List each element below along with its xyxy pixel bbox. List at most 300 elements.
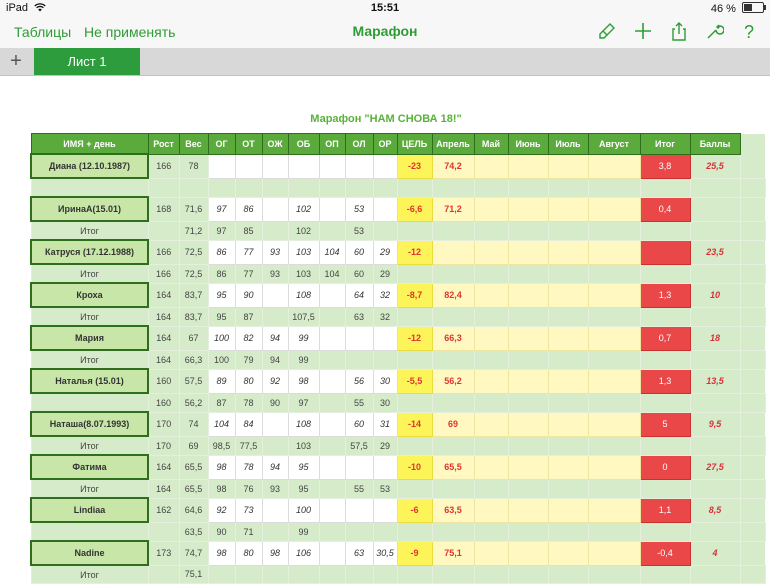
- blank-cell[interactable]: [640, 393, 690, 412]
- name-cell[interactable]: [31, 393, 148, 412]
- blank-cell[interactable]: [548, 565, 588, 584]
- april-cell[interactable]: 74,2: [432, 154, 474, 178]
- goal-cell[interactable]: -14: [397, 412, 432, 436]
- measure-cell-ol[interactable]: [345, 565, 373, 584]
- measure-cell-or[interactable]: [373, 221, 397, 240]
- points-cell[interactable]: 25,5: [690, 154, 740, 178]
- june-cell[interactable]: [508, 412, 548, 436]
- blank-cell[interactable]: [397, 264, 432, 283]
- measure-cell-ol[interactable]: [345, 154, 373, 178]
- measure-cell-ot[interactable]: 86: [235, 197, 262, 221]
- measure-cell-or[interactable]: [373, 498, 397, 522]
- july-cell[interactable]: [548, 240, 588, 264]
- weight-cell[interactable]: 74: [179, 412, 208, 436]
- measure-cell-ot[interactable]: 77: [235, 264, 262, 283]
- blank-cell[interactable]: [740, 264, 765, 283]
- name-cell[interactable]: Наталья (15.01): [31, 369, 148, 393]
- goal-cell[interactable]: -6,6: [397, 197, 432, 221]
- height-cell[interactable]: 173: [148, 541, 179, 565]
- blank-cell[interactable]: [588, 565, 640, 584]
- blank-cell[interactable]: [740, 479, 765, 498]
- blank-cell[interactable]: [432, 479, 474, 498]
- measure-cell-or[interactable]: [373, 326, 397, 350]
- measure-cell-op[interactable]: [319, 455, 345, 479]
- blank-cell[interactable]: [432, 178, 474, 197]
- blank-cell[interactable]: [432, 307, 474, 326]
- goal-cell[interactable]: -9: [397, 541, 432, 565]
- june-cell[interactable]: [508, 541, 548, 565]
- measure-cell-ol[interactable]: 63: [345, 307, 373, 326]
- measure-cell-ot[interactable]: 85: [235, 221, 262, 240]
- goal-cell[interactable]: -5,5: [397, 369, 432, 393]
- wrench-icon[interactable]: [704, 22, 726, 42]
- blank-cell[interactable]: [508, 565, 548, 584]
- measure-cell-ol[interactable]: 55: [345, 479, 373, 498]
- measure-cell-op[interactable]: [319, 154, 345, 178]
- measure-cell-ob[interactable]: 98: [288, 369, 319, 393]
- col-header[interactable]: Итог: [640, 134, 690, 155]
- blank-cell[interactable]: [740, 498, 765, 522]
- blank-cell[interactable]: [640, 178, 690, 197]
- blank-cell[interactable]: [588, 350, 640, 369]
- blank-cell[interactable]: [548, 178, 588, 197]
- name-cell[interactable]: Итог: [31, 307, 148, 326]
- blank-cell[interactable]: [397, 436, 432, 455]
- measure-cell-or[interactable]: 29: [373, 264, 397, 283]
- name-cell[interactable]: Итог: [31, 221, 148, 240]
- measure-cell-og[interactable]: 100: [208, 326, 235, 350]
- august-cell[interactable]: [588, 541, 640, 565]
- tab-sheet-1[interactable]: Лист 1: [34, 48, 140, 75]
- june-cell[interactable]: [508, 369, 548, 393]
- measure-cell-or[interactable]: [373, 565, 397, 584]
- col-header[interactable]: ЦЕЛЬ: [397, 134, 432, 155]
- measure-cell-ob[interactable]: 102: [288, 221, 319, 240]
- col-header[interactable]: ОТ: [235, 134, 262, 155]
- measure-cell-ol[interactable]: 55: [345, 393, 373, 412]
- measure-cell-ol[interactable]: 60: [345, 264, 373, 283]
- measure-cell-oj[interactable]: [262, 565, 288, 584]
- blank-cell[interactable]: [474, 221, 508, 240]
- measure-cell-or[interactable]: 29: [373, 240, 397, 264]
- goal-cell[interactable]: -12: [397, 240, 432, 264]
- measure-cell-op[interactable]: [319, 197, 345, 221]
- points-cell[interactable]: [690, 197, 740, 221]
- blank-cell[interactable]: [740, 393, 765, 412]
- name-cell[interactable]: Итог: [31, 264, 148, 283]
- blank-cell[interactable]: [548, 350, 588, 369]
- height-cell[interactable]: 168: [148, 197, 179, 221]
- measure-cell-oj[interactable]: 94: [262, 350, 288, 369]
- measure-cell-or[interactable]: 30: [373, 369, 397, 393]
- blank-cell[interactable]: [740, 369, 765, 393]
- measure-cell-ot[interactable]: 82: [235, 326, 262, 350]
- name-cell[interactable]: Итог: [31, 479, 148, 498]
- height-cell[interactable]: 164: [148, 307, 179, 326]
- col-header[interactable]: ОЖ: [262, 134, 288, 155]
- june-cell[interactable]: [508, 455, 548, 479]
- measure-cell-ob[interactable]: 108: [288, 283, 319, 307]
- measure-cell-ob[interactable]: 103: [288, 240, 319, 264]
- col-header[interactable]: ОП: [319, 134, 345, 155]
- may-cell[interactable]: [474, 455, 508, 479]
- august-cell[interactable]: [588, 412, 640, 436]
- col-header[interactable]: Баллы: [690, 134, 740, 155]
- height-cell[interactable]: 170: [148, 436, 179, 455]
- weight-cell[interactable]: [179, 178, 208, 197]
- measure-cell-ob[interactable]: 107,5: [288, 307, 319, 326]
- col-header[interactable]: Июль: [548, 134, 588, 155]
- total-cell[interactable]: 1,3: [640, 369, 690, 393]
- measure-cell-ot[interactable]: 78: [235, 393, 262, 412]
- measure-cell-ol[interactable]: 56: [345, 369, 373, 393]
- points-cell[interactable]: 13,5: [690, 369, 740, 393]
- weight-cell[interactable]: 64,6: [179, 498, 208, 522]
- goal-cell[interactable]: -10: [397, 455, 432, 479]
- name-cell[interactable]: Фатима: [31, 455, 148, 479]
- measure-cell-oj[interactable]: [262, 221, 288, 240]
- measure-cell-og[interactable]: 90: [208, 522, 235, 541]
- blank-cell[interactable]: [740, 412, 765, 436]
- measure-cell-oj[interactable]: 93: [262, 264, 288, 283]
- height-cell[interactable]: [148, 565, 179, 584]
- blank-cell[interactable]: [740, 178, 765, 197]
- measure-cell-ob[interactable]: 99: [288, 326, 319, 350]
- weight-cell[interactable]: 78: [179, 154, 208, 178]
- height-cell[interactable]: [148, 522, 179, 541]
- may-cell[interactable]: [474, 412, 508, 436]
- measure-cell-op[interactable]: [319, 436, 345, 455]
- blank-cell[interactable]: [508, 350, 548, 369]
- measure-cell-og[interactable]: [208, 154, 235, 178]
- height-cell[interactable]: 164: [148, 283, 179, 307]
- measure-cell-ob[interactable]: [288, 154, 319, 178]
- weight-cell[interactable]: 72,5: [179, 264, 208, 283]
- measure-cell-ot[interactable]: 73: [235, 498, 262, 522]
- total-cell[interactable]: [640, 240, 690, 264]
- spreadsheets-button[interactable]: Таблицы: [14, 24, 72, 40]
- blank-cell[interactable]: [508, 479, 548, 498]
- measure-cell-oj[interactable]: 92: [262, 369, 288, 393]
- measure-cell-og[interactable]: 98: [208, 541, 235, 565]
- blank-cell[interactable]: [397, 479, 432, 498]
- measure-cell-ob[interactable]: 95: [288, 479, 319, 498]
- weight-cell[interactable]: 56,2: [179, 393, 208, 412]
- august-cell[interactable]: [588, 455, 640, 479]
- measure-cell-ol[interactable]: 53: [345, 197, 373, 221]
- total-cell[interactable]: 0,4: [640, 197, 690, 221]
- name-cell[interactable]: Итог: [31, 436, 148, 455]
- may-cell[interactable]: [474, 197, 508, 221]
- blank-cell[interactable]: [740, 154, 765, 178]
- measure-cell-ol[interactable]: 57,5: [345, 436, 373, 455]
- blank-cell[interactable]: [690, 393, 740, 412]
- weight-cell[interactable]: 72,5: [179, 240, 208, 264]
- measure-cell-oj[interactable]: [262, 307, 288, 326]
- april-cell[interactable]: 82,4: [432, 283, 474, 307]
- blank-cell[interactable]: [474, 436, 508, 455]
- august-cell[interactable]: [588, 498, 640, 522]
- add-sheet-button[interactable]: +: [10, 50, 22, 72]
- measure-cell-op[interactable]: [319, 498, 345, 522]
- blank-cell[interactable]: [740, 522, 765, 541]
- marathon-table[interactable]: [30, 133, 766, 584]
- name-cell[interactable]: Итог: [31, 350, 148, 369]
- measure-cell-ol[interactable]: 64: [345, 283, 373, 307]
- measure-cell-og[interactable]: 92: [208, 498, 235, 522]
- name-cell[interactable]: Nadine: [31, 541, 148, 565]
- april-cell[interactable]: 56,2: [432, 369, 474, 393]
- blank-cell[interactable]: [690, 264, 740, 283]
- measure-cell-ol[interactable]: 60: [345, 412, 373, 436]
- blank-cell[interactable]: [640, 221, 690, 240]
- blank-cell[interactable]: [588, 307, 640, 326]
- blank-cell[interactable]: [690, 350, 740, 369]
- height-cell[interactable]: 166: [148, 154, 179, 178]
- may-cell[interactable]: [474, 154, 508, 178]
- june-cell[interactable]: [508, 154, 548, 178]
- name-cell[interactable]: [31, 178, 148, 197]
- goal-cell[interactable]: -23: [397, 154, 432, 178]
- blank-cell[interactable]: [640, 436, 690, 455]
- measure-cell-or[interactable]: [373, 178, 397, 197]
- measure-cell-op[interactable]: [319, 178, 345, 197]
- measure-cell-ot[interactable]: 79: [235, 350, 262, 369]
- undo-button[interactable]: Не применять: [84, 24, 176, 40]
- measure-cell-og[interactable]: 98: [208, 479, 235, 498]
- measure-cell-op[interactable]: [319, 283, 345, 307]
- august-cell[interactable]: [588, 197, 640, 221]
- blank-cell[interactable]: [740, 240, 765, 264]
- june-cell[interactable]: [508, 326, 548, 350]
- blank-cell[interactable]: [740, 436, 765, 455]
- april-cell[interactable]: 75,1: [432, 541, 474, 565]
- july-cell[interactable]: [548, 412, 588, 436]
- june-cell[interactable]: [508, 240, 548, 264]
- measure-cell-ob[interactable]: 95: [288, 455, 319, 479]
- blank-cell[interactable]: [588, 221, 640, 240]
- weight-cell[interactable]: 75,1: [179, 565, 208, 584]
- name-cell[interactable]: Итог: [31, 565, 148, 584]
- blank-cell[interactable]: [474, 393, 508, 412]
- blank-cell[interactable]: [548, 307, 588, 326]
- measure-cell-ot[interactable]: 77,5: [235, 436, 262, 455]
- blank-cell[interactable]: [432, 436, 474, 455]
- points-cell[interactable]: 9,5: [690, 412, 740, 436]
- measure-cell-ot[interactable]: [235, 154, 262, 178]
- measure-cell-or[interactable]: 30: [373, 393, 397, 412]
- july-cell[interactable]: [548, 369, 588, 393]
- measure-cell-op[interactable]: [319, 479, 345, 498]
- height-cell[interactable]: 164: [148, 455, 179, 479]
- blank-cell[interactable]: [548, 479, 588, 498]
- measure-cell-oj[interactable]: [262, 412, 288, 436]
- measure-cell-oj[interactable]: [262, 522, 288, 541]
- height-cell[interactable]: 170: [148, 412, 179, 436]
- measure-cell-op[interactable]: [319, 393, 345, 412]
- weight-cell[interactable]: 67: [179, 326, 208, 350]
- blank-cell[interactable]: [690, 221, 740, 240]
- measure-cell-or[interactable]: 30,5: [373, 541, 397, 565]
- blank-cell[interactable]: [548, 522, 588, 541]
- weight-cell[interactable]: 83,7: [179, 307, 208, 326]
- points-cell[interactable]: 4: [690, 541, 740, 565]
- measure-cell-ol[interactable]: [345, 455, 373, 479]
- col-header[interactable]: ИМЯ + день: [31, 134, 148, 155]
- share-icon[interactable]: [668, 22, 690, 42]
- measure-cell-ol[interactable]: [345, 350, 373, 369]
- measure-cell-ol[interactable]: [345, 522, 373, 541]
- measure-cell-ot[interactable]: 76: [235, 479, 262, 498]
- sheet-title[interactable]: Марафон "НАМ СНОВА 18!": [310, 113, 462, 125]
- paintbrush-icon[interactable]: [596, 22, 618, 42]
- measure-cell-og[interactable]: 97: [208, 221, 235, 240]
- blank-cell[interactable]: [397, 350, 432, 369]
- measure-cell-or[interactable]: 29: [373, 436, 397, 455]
- july-cell[interactable]: [548, 455, 588, 479]
- blank-cell[interactable]: [690, 522, 740, 541]
- measure-cell-og[interactable]: 95: [208, 307, 235, 326]
- measure-cell-or[interactable]: 32: [373, 307, 397, 326]
- blank-cell[interactable]: [508, 436, 548, 455]
- total-cell[interactable]: 1,3: [640, 283, 690, 307]
- blank-cell[interactable]: [508, 264, 548, 283]
- may-cell[interactable]: [474, 541, 508, 565]
- blank-cell[interactable]: [740, 350, 765, 369]
- measure-cell-ob[interactable]: 102: [288, 197, 319, 221]
- may-cell[interactable]: [474, 369, 508, 393]
- height-cell[interactable]: 164: [148, 350, 179, 369]
- august-cell[interactable]: [588, 240, 640, 264]
- measure-cell-og[interactable]: 95: [208, 283, 235, 307]
- goal-cell[interactable]: -8,7: [397, 283, 432, 307]
- measure-cell-og[interactable]: 86: [208, 240, 235, 264]
- measure-cell-op[interactable]: [319, 307, 345, 326]
- measure-cell-oj[interactable]: 93: [262, 479, 288, 498]
- august-cell[interactable]: [588, 283, 640, 307]
- weight-cell[interactable]: 74,7: [179, 541, 208, 565]
- measure-cell-ob[interactable]: 103: [288, 264, 319, 283]
- measure-cell-ob[interactable]: 106: [288, 541, 319, 565]
- blank-cell[interactable]: [690, 307, 740, 326]
- height-cell[interactable]: 162: [148, 498, 179, 522]
- measure-cell-ob[interactable]: 99: [288, 522, 319, 541]
- measure-cell-og[interactable]: 86: [208, 264, 235, 283]
- measure-cell-or[interactable]: [373, 522, 397, 541]
- blank-cell[interactable]: [397, 565, 432, 584]
- weight-cell[interactable]: 71,2: [179, 221, 208, 240]
- measure-cell-og[interactable]: 87: [208, 393, 235, 412]
- blank-cell[interactable]: [474, 479, 508, 498]
- blank-cell[interactable]: [432, 221, 474, 240]
- may-cell[interactable]: [474, 326, 508, 350]
- measure-cell-oj[interactable]: 98: [262, 541, 288, 565]
- blank-cell[interactable]: [640, 307, 690, 326]
- blank-cell[interactable]: [548, 264, 588, 283]
- weight-cell[interactable]: 65,5: [179, 479, 208, 498]
- blank-cell[interactable]: [640, 350, 690, 369]
- plus-icon[interactable]: [632, 22, 654, 42]
- col-header[interactable]: ОБ: [288, 134, 319, 155]
- measure-cell-ot[interactable]: 80: [235, 541, 262, 565]
- measure-cell-oj[interactable]: [262, 436, 288, 455]
- measure-cell-or[interactable]: 53: [373, 479, 397, 498]
- blank-cell[interactable]: [508, 522, 548, 541]
- april-cell[interactable]: 69: [432, 412, 474, 436]
- blank-cell[interactable]: [740, 307, 765, 326]
- col-header[interactable]: ОЛ: [345, 134, 373, 155]
- height-cell[interactable]: 164: [148, 326, 179, 350]
- measure-cell-og[interactable]: 104: [208, 412, 235, 436]
- blank-cell[interactable]: [548, 436, 588, 455]
- measure-cell-op[interactable]: [319, 221, 345, 240]
- april-cell[interactable]: [432, 240, 474, 264]
- weight-cell[interactable]: 71,6: [179, 197, 208, 221]
- june-cell[interactable]: [508, 498, 548, 522]
- measure-cell-ob[interactable]: 97: [288, 393, 319, 412]
- name-cell[interactable]: Наташа(8.07.1993): [31, 412, 148, 436]
- measure-cell-og[interactable]: [208, 565, 235, 584]
- weight-cell[interactable]: 57,5: [179, 369, 208, 393]
- measure-cell-op[interactable]: [319, 326, 345, 350]
- col-header[interactable]: Вес: [179, 134, 208, 155]
- blank-cell[interactable]: [640, 522, 690, 541]
- blank-cell[interactable]: [640, 264, 690, 283]
- blank-cell[interactable]: [588, 393, 640, 412]
- name-cell[interactable]: ИринаА(15.01): [31, 197, 148, 221]
- blank-cell[interactable]: [432, 565, 474, 584]
- blank-cell[interactable]: [474, 264, 508, 283]
- blank-cell[interactable]: [432, 264, 474, 283]
- name-cell[interactable]: Lindiaa: [31, 498, 148, 522]
- total-cell[interactable]: 5: [640, 412, 690, 436]
- blank-cell[interactable]: [397, 522, 432, 541]
- col-header[interactable]: ОГ: [208, 134, 235, 155]
- blank-cell[interactable]: [740, 221, 765, 240]
- april-cell[interactable]: 71,2: [432, 197, 474, 221]
- blank-cell[interactable]: [740, 197, 765, 221]
- measure-cell-oj[interactable]: [262, 498, 288, 522]
- measure-cell-op[interactable]: 104: [319, 240, 345, 264]
- may-cell[interactable]: [474, 283, 508, 307]
- col-header[interactable]: ОР: [373, 134, 397, 155]
- measure-cell-ol[interactable]: [345, 498, 373, 522]
- measure-cell-oj[interactable]: 94: [262, 326, 288, 350]
- measure-cell-ol[interactable]: 63: [345, 541, 373, 565]
- measure-cell-oj[interactable]: [262, 197, 288, 221]
- measure-cell-ot[interactable]: 80: [235, 369, 262, 393]
- measure-cell-oj[interactable]: 93: [262, 240, 288, 264]
- blank-cell[interactable]: [508, 307, 548, 326]
- may-cell[interactable]: [474, 498, 508, 522]
- june-cell[interactable]: [508, 283, 548, 307]
- weight-cell[interactable]: 83,7: [179, 283, 208, 307]
- total-cell[interactable]: 3,8: [640, 154, 690, 178]
- name-cell[interactable]: Мария: [31, 326, 148, 350]
- measure-cell-ot[interactable]: 84: [235, 412, 262, 436]
- height-cell[interactable]: 166: [148, 264, 179, 283]
- blank-cell[interactable]: [508, 178, 548, 197]
- april-cell[interactable]: 65,5: [432, 455, 474, 479]
- total-cell[interactable]: 0: [640, 455, 690, 479]
- july-cell[interactable]: [548, 326, 588, 350]
- blank-cell[interactable]: [588, 522, 640, 541]
- blank-cell[interactable]: [508, 221, 548, 240]
- july-cell[interactable]: [548, 498, 588, 522]
- blank-cell[interactable]: [588, 264, 640, 283]
- measure-cell-op[interactable]: [319, 412, 345, 436]
- measure-cell-ob[interactable]: 99: [288, 350, 319, 369]
